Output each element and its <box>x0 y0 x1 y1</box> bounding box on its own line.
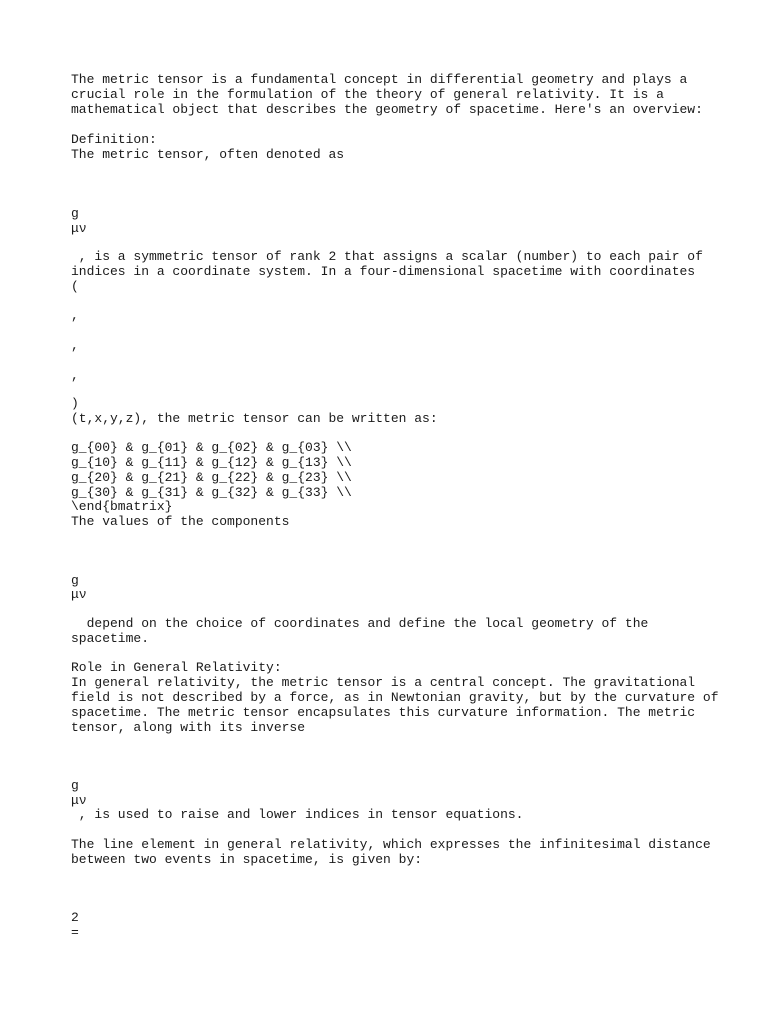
definition-body-line-2: indices in a coordinate system. In a four-dimensional spacetime with coordinates <box>71 264 696 279</box>
matrix-row: g_{00} & g_{01} & g_{02} & g_{03} \\ <box>71 440 352 455</box>
intro-line-3: mathematical object that describes the geometry of spacetime. Here's an overview: <box>71 102 703 117</box>
components-body-line-2: spacetime. <box>71 631 150 646</box>
matrix-row: g_{10} & g_{11} & g_{12} & g_{13} \\ <box>71 455 352 470</box>
definition-body-line-1: , is a symmetric tensor of rank 2 that assigns a scalar (number) to each pair of <box>71 249 703 264</box>
coords-line: (t,x,y,z), the metric tensor can be written as: <box>71 411 438 426</box>
role-body-line-3: spacetime. The metric tensor encapsulates this curvature information. The metric <box>71 705 696 720</box>
components-lead: The values of the components <box>71 514 290 529</box>
coordinate-comma: , <box>71 338 79 353</box>
symbol-mu-nu: μν <box>71 587 87 602</box>
coordinate-comma: , <box>71 308 79 323</box>
line-element-line-2: between two events in spacetime, is given by: <box>71 852 423 867</box>
components-body-line-1: depend on the choice of coordinates and define the local geometry of the <box>71 616 649 631</box>
role-body-line-1: In general relativity, the metric tensor is a central concept. The gravitational <box>71 675 696 690</box>
line-element-line-1: The line element in general relativity, which expresses the infinitesimal distance <box>71 837 711 852</box>
role-heading: Role in General Relativity: <box>71 660 282 675</box>
close-paren: ) <box>71 396 79 411</box>
intro-line-1: The metric tensor is a fundamental concept in differential geometry and plays a <box>71 72 688 87</box>
role-body-line-2: field is not described by a force, as in Newtonian gravity, but by the curvature of <box>71 690 719 705</box>
matrix-row: g_{20} & g_{21} & g_{22} & g_{23} \\ <box>71 470 352 485</box>
definition-lead: The metric tensor, often denoted as <box>71 147 345 162</box>
definition-heading: Definition: <box>71 132 157 147</box>
symbol-g: g <box>71 206 79 221</box>
role-body-line-4: tensor, along with its inverse <box>71 720 306 735</box>
coordinate-comma: , <box>71 368 79 383</box>
symbol-mu-nu: μν <box>71 221 87 236</box>
equals-sign: = <box>71 925 79 940</box>
definition-body-line-3: ( <box>71 279 79 294</box>
symbol-g: g <box>71 573 79 588</box>
exponent-two: 2 <box>71 910 79 925</box>
intro-line-2: crucial role in the formulation of the theory of general relativity. It is a <box>71 87 664 102</box>
matrix-end: \end{bmatrix} <box>71 499 173 514</box>
matrix-row: g_{30} & g_{31} & g_{32} & g_{33} \\ <box>71 485 352 500</box>
symbol-g: g <box>71 778 79 793</box>
symbol-mu-nu: μν <box>71 793 87 808</box>
inverse-tail: , is used to raise and lower indices in tensor equations. <box>71 807 524 822</box>
